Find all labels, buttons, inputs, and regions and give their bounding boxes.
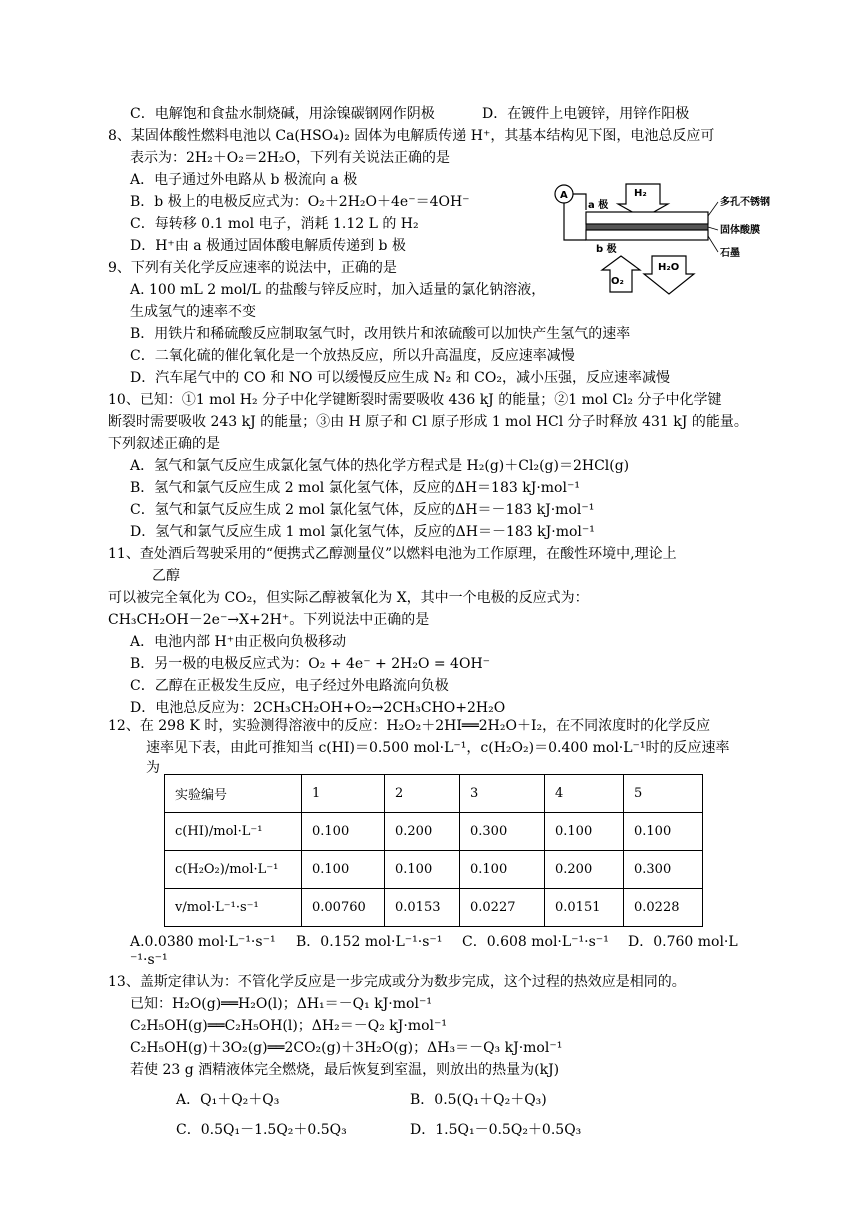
q11-option-b: B．另一极的电极反应式为：O₂ + 4e⁻ + 2H₂O = 4OH⁻ (130, 656, 491, 672)
table-cell: 4 (545, 775, 624, 813)
q11-stem-line3: CH₃CH₂OH－2e⁻→X+2H⁺。下列说法中正确的是 (108, 612, 430, 628)
q11-option-d: D．电池总反应为：2CH₃CH₂OH+O₂→2CH₃CHO+2H₂O (130, 700, 506, 716)
table-row (165, 813, 703, 851)
table-cell: 0.200 (385, 813, 460, 851)
q11-stem-line2: 可以被完全氧化为 CO₂，但实际乙醇被氧化为 X，其中一个电极的反应式为： (108, 590, 589, 606)
q10-stem-line1: 10、已知：①1 mol H₂ 分子中化学键断裂时需要吸收 436 kJ 的能量；②1 mol Cl₂ 分子中化学键 (108, 392, 722, 408)
q12-option-d-cont: ⁻¹·s⁻¹ (130, 952, 168, 968)
q9-option-a-line2: 生成氢气的速率不变 (130, 304, 256, 320)
table-cell: 0.100 (624, 813, 703, 851)
table-cell: 实验编号 (165, 775, 302, 813)
table-cell: 0.300 (624, 851, 703, 889)
table-cell: 0.0227 (460, 889, 545, 927)
external-wire-a (573, 194, 586, 210)
q13-stem: 13、盖斯定律认为：不管化学反应是一步完成或分为数步完成，这个过程的热效应是相同的。 (108, 974, 686, 990)
q8-option-a: A．电子通过外电路从 b 极流向 a 极 (130, 172, 358, 188)
o2-label: O₂ (611, 276, 624, 287)
table-row (165, 851, 703, 889)
q13-ask: 若使 23 g 酒精液体完全燃烧，最后恢复到室温，则放出的热量为(kJ) (130, 1062, 560, 1078)
q11-stem-line1: 11、查处酒后驾驶采用的“便携式乙醇测量仪”以燃料电池为工作原理，在酸性环境中,理论上 (108, 546, 677, 562)
label-graphite: 石墨 (720, 248, 740, 259)
label-acid-membrane: 固体酸膜 (720, 225, 760, 236)
q13-option-c: C．0.5Q₁－1.5Q₂＋0.5Q₃ (176, 1122, 347, 1138)
layer-acid-membrane (586, 224, 708, 230)
q8-option-c: C．每转移 0.1 mol 电子，消耗 1.12 L 的 H₂ (130, 216, 419, 232)
table-cell: 0.100 (460, 851, 545, 889)
label-stainless-steel: 多孔不锈钢 (720, 197, 770, 208)
q9-option-b: B．用铁片和稀硫酸反应制取氢气时，改用铁片和浓硫酸可以加快产生氢气的速率 (130, 326, 631, 342)
q11-option-c: C．乙醇在正极发生反应，电子经过外电路流向负极 (130, 678, 449, 694)
q10-option-b: B．氢气和氯气反应生成 2 mol 氯化氢气体，反应的ΔH＝183 kJ·mol⁻¹ (130, 480, 580, 496)
h2o-label: H₂O (658, 262, 680, 273)
q13-option-d: D．1.5Q₁－0.5Q₂＋0.5Q₃ (410, 1122, 582, 1138)
table-cell: 0.0151 (545, 889, 624, 927)
q12-stem-line3: 为 (146, 760, 160, 776)
external-wire-b (564, 203, 586, 240)
table-cell: 3 (460, 775, 545, 813)
ammeter-label: A (560, 190, 568, 201)
q11-option-a: A．电池内部 H⁺由正极向负极移动 (130, 634, 347, 650)
q13-option-b: B．0.5(Q₁＋Q₂＋Q₃) (410, 1092, 547, 1108)
q12-option-d: D．0.760 mol·L (628, 934, 738, 950)
q13-given-1: 已知：H₂O(g)══H₂O(l)；ΔH₁＝－Q₁ kJ·mol⁻¹ (130, 996, 432, 1012)
table-cell: 1 (302, 775, 385, 813)
table-cell: 5 (624, 775, 703, 813)
table-cell: 0.200 (545, 851, 624, 889)
q10-stem-line3: 下列叙述正确的是 (108, 436, 220, 452)
pole-b-label: b 极 (596, 244, 617, 255)
table-cell: 0.0228 (624, 889, 703, 927)
table-cell: c(H₂O₂)/mol·L⁻¹ (165, 851, 302, 889)
q10-option-a: A．氢气和氯气反应生成氯化氢气体的热化学方程式是 H₂(g)＋Cl₂(g)＝2HCl(g) (130, 458, 630, 474)
q10-stem-line2: 断裂时需要吸收 243 kJ 的能量；③由 H 原子和 Cl 原子形成 1 mol HCl 分子时释放 431 kJ 的能量。 (108, 414, 748, 430)
rate-data-table (164, 774, 703, 927)
table-cell: v/mol·L⁻¹·s⁻¹ (165, 889, 302, 927)
q11-stem-line1b: 乙醇 (152, 568, 180, 584)
table-cell: 2 (385, 775, 460, 813)
q9-option-a-line1: A. 100 mL 2 mol/L 的盐酸与锌反应时，加入适量的氯化钠溶液， (130, 282, 546, 298)
table-cell: 0.00760 (302, 889, 385, 927)
table-cell: 0.100 (385, 851, 460, 889)
table-row (165, 775, 703, 813)
q8-stem-line1: 8、某固体酸性燃料电池以 Ca(HSO₄)₂ 固体为电解质传递 H⁺，其基本结构见下图，电池总反应可 (108, 128, 715, 144)
q12-option-b: B．0.152 mol·L⁻¹·s⁻¹ (296, 934, 443, 950)
q12-stem-line2: 速率见下表，由此可推知当 c(HI)＝0.500 mol·L⁻¹，c(H₂O₂)＝0.400 mol·L⁻¹时的反应速率 (146, 740, 730, 756)
layer-graphite (586, 230, 708, 240)
q8-option-d: D．H⁺由 a 极通过固体酸电解质传递到 b 极 (130, 238, 406, 254)
q7-option-d: D．在镀件上电镀锌，用锌作阳极 (482, 106, 690, 122)
table-cell: 0.300 (460, 813, 545, 851)
q9-option-c: C．二氧化硫的催化氧化是一个放热反应，所以升高温度，反应速率减慢 (130, 348, 575, 364)
h2-label: H₂ (634, 188, 647, 199)
q13-given-3: C₂H₅OH(g)＋3O₂(g)══2CO₂(g)＋3H₂O(g)；ΔH₃＝－Q₃ kJ·mol⁻¹ (130, 1040, 563, 1056)
table-cell: 0.0153 (385, 889, 460, 927)
q10-option-d: D．氢气和氯气反应生成 1 mol 氯化氢气体，反应的ΔH＝－183 kJ·mol⁻¹ (130, 524, 595, 540)
q9-stem: 9、下列有关化学反应速率的说法中，正确的是 (108, 260, 397, 276)
q8-stem-line2: 表示为：2H₂＋O₂＝2H₂O，下列有关说法正确的是 (130, 150, 451, 166)
table-cell: 0.100 (302, 813, 385, 851)
q10-option-c: C．氢气和氯气反应生成 2 mol 氯化氢气体，反应的ΔH＝－183 kJ·mol⁻¹ (130, 502, 595, 518)
q12-option-a: A.0.0380 mol·L⁻¹·s⁻¹ (130, 934, 276, 950)
table-cell: 0.100 (545, 813, 624, 851)
q13-given-2: C₂H₅OH(g)══C₂H₅OH(l)；ΔH₂＝－Q₂ kJ·mol⁻¹ (130, 1018, 448, 1034)
layer-stainless-steel (586, 212, 708, 224)
table-cell: 0.100 (302, 851, 385, 889)
fuel-cell-diagram (548, 178, 848, 298)
pole-a-label: a 极 (588, 200, 609, 211)
table-cell: c(HI)/mol·L⁻¹ (165, 813, 302, 851)
q13-option-a: A．Q₁＋Q₂＋Q₃ (176, 1092, 280, 1108)
q8-option-b: B．b 极上的电极反应式为：O₂＋2H₂O＋4e⁻＝4OH⁻ (130, 194, 470, 210)
q9-option-d: D．汽车尾气中的 CO 和 NO 可以缓慢反应生成 N₂ 和 CO₂，减小压强，反应速率减慢 (130, 370, 670, 386)
table-row (165, 889, 703, 927)
q12-option-c: C．0.608 mol·L⁻¹·s⁻¹ (462, 934, 609, 950)
q12-stem-line1: 12、在 298 K 时，实验测得溶液中的反应：H₂O₂＋2HI══2H₂O＋I₂，在不同浓度时的化学反应 (108, 718, 711, 734)
q7-option-c: C．电解饱和食盐水制烧碱，用涂镍碳钢网作阴极 (130, 106, 435, 122)
